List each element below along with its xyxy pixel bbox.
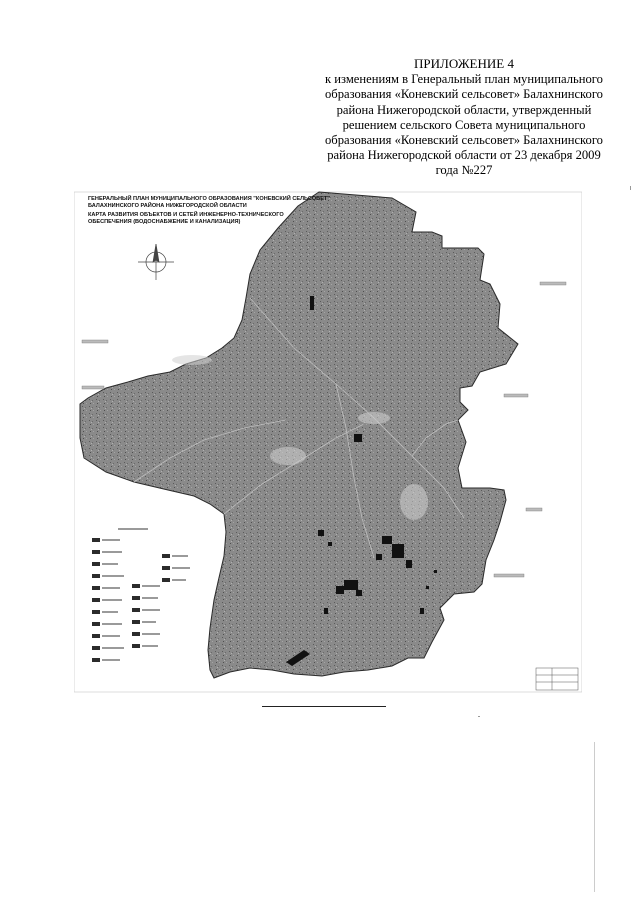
map-sheet (74, 188, 582, 698)
compass-rose-icon (138, 244, 174, 280)
appendix-line: к изменениям в Генеральный план муниципального (325, 72, 603, 87)
map-legend (92, 528, 190, 662)
map-subtitle-line: КАРТА РАЗВИТИЯ ОБЪЕКТОВ И СЕТЕЙ ИНЖЕНЕРНО-ТЕХНИЧЕСКОГО (88, 212, 284, 218)
scan-edge-mark (630, 186, 631, 190)
map-titles (88, 196, 418, 226)
appendix-line: года №227 (435, 163, 493, 178)
map-title-line: БАЛАХНИНСКОГО РАЙОНА НИЖЕГОРОДСКОЙ ОБЛАСТИ (88, 203, 247, 209)
appendix-heading: ПРИЛОЖЕНИЕ 4 (414, 56, 514, 71)
map-title-line: ГЕНЕРАЛЬНЫЙ ПЛАН МУНИЦИПАЛЬНОГО ОБРАЗОВАНИЯ "КОНЕВСКИЙ СЕЛЬСОВЕТ" (88, 196, 331, 202)
appendix-line: образования «Коневский сельсовет» Балахнинского (325, 87, 603, 102)
title-stamp (536, 668, 578, 690)
scan-edge-mark (594, 742, 595, 892)
appendix-line: района Нижегородской области от 23 декабря 2009 (327, 148, 601, 163)
appendix-line: района Нижегородской области, утвержденный (336, 102, 592, 117)
map-subtitle-line: ОБЕСПЕЧЕНИЯ (ВОДОСНАБЖЕНИЕ И КАНАЛИЗАЦИЯ) (88, 219, 241, 225)
appendix-line: образования «Коневский сельсовет» Балахнинского (325, 133, 603, 148)
appendix-header (300, 56, 628, 179)
scan-edge-mark (478, 716, 480, 717)
territory-polygon (80, 192, 518, 678)
territory-map (74, 188, 582, 698)
appendix-line: решением сельского Совета муниципального (342, 117, 586, 132)
bottom-rule (262, 706, 386, 707)
